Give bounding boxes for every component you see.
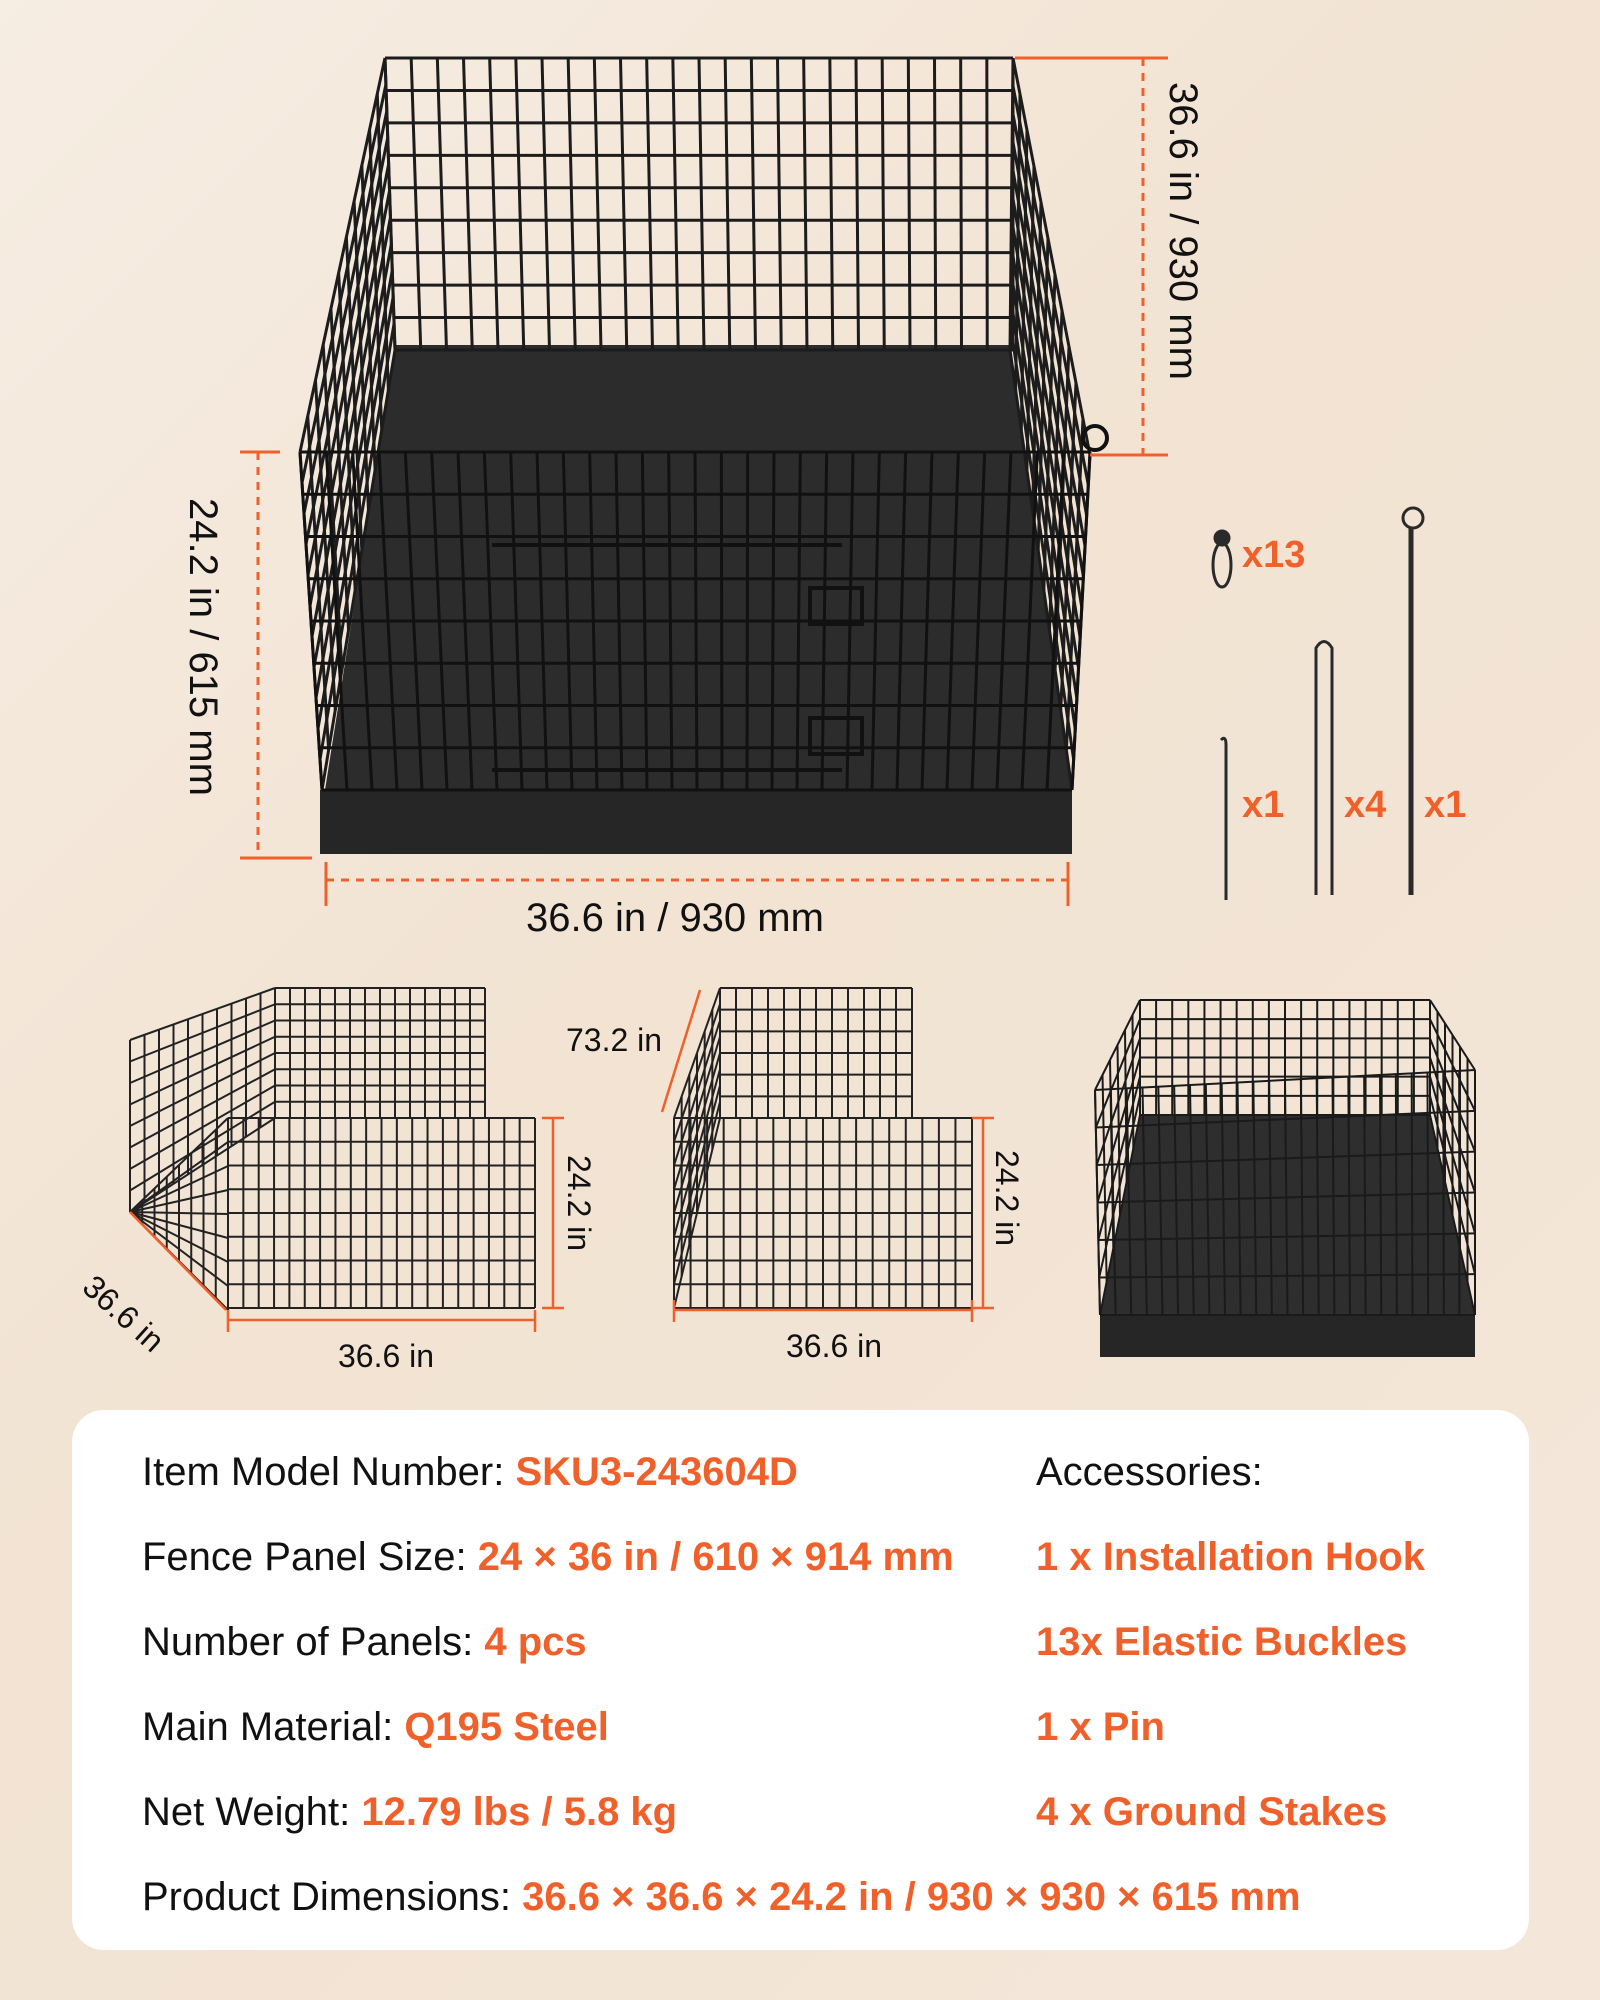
straight-width-label: 36.6 in — [786, 1328, 883, 1364]
spec-weight-value: 12.79 lbs / 5.8 kg — [361, 1790, 678, 1834]
accessory-item: 1 x Installation Hook — [1036, 1535, 1425, 1579]
straight-length-label: 73.2 in — [566, 1022, 663, 1058]
right-panel-wire — [1066, 419, 1083, 750]
spec-weight — [142, 1790, 677, 1835]
back-panel-wire — [725, 58, 730, 350]
spec-panel-size-label: Fence Panel Size: — [142, 1535, 478, 1579]
straight-config — [674, 988, 972, 1308]
accessories-heading: Accessories: — [1036, 1450, 1263, 1494]
back-panel-wire — [647, 58, 653, 350]
playpen-tray-front — [320, 790, 1072, 854]
back-panel-wire — [464, 58, 473, 350]
elastic-buckle-qty: x13 — [1242, 534, 1306, 576]
back-panel-wire — [856, 58, 859, 350]
back-panel-wire — [673, 58, 678, 350]
back-panel-wire — [751, 58, 755, 350]
back-panel-wire — [699, 58, 704, 350]
pin-qty: x1 — [1424, 784, 1467, 826]
back-panel-wire — [594, 58, 601, 350]
corner-width-label: 36.6 in — [338, 1338, 435, 1374]
back-panel-wire — [935, 58, 936, 350]
spec-material — [142, 1705, 609, 1750]
spec-dimensions — [142, 1875, 1301, 1920]
height-total-label: 36.6 in / 930 mm — [1161, 82, 1205, 380]
accessory-item: 13x Elastic Buckles — [1036, 1620, 1408, 1664]
pin-icon-loop — [1403, 508, 1423, 528]
back-panel-wire — [778, 58, 782, 350]
specs-card — [72, 1410, 1529, 1950]
right-panel-wire — [1061, 383, 1076, 710]
back-panel-wire — [804, 58, 807, 350]
height-panel-label: 24.2 in / 615 mm — [181, 498, 225, 796]
back-panel-grid — [385, 58, 1013, 350]
installation-hook-icon — [1221, 738, 1226, 900]
back-panel-wire — [516, 58, 524, 350]
back-panel-wire — [568, 58, 575, 350]
hook-qty: x1 — [1242, 784, 1285, 826]
small-playpen-tray-front — [1100, 1315, 1475, 1357]
accessory-item: 1 x Pin — [1036, 1705, 1165, 1749]
ground-stake-icon — [1316, 642, 1332, 896]
spec-dimensions-label: Product Dimensions: — [142, 1875, 523, 1919]
straight-height-label: 24.2 in — [989, 1150, 1025, 1247]
left-panel-wire — [339, 273, 356, 590]
corner-depth-label: 36.6 in — [75, 1268, 172, 1360]
spec-model — [142, 1450, 798, 1495]
left-panel-wire — [308, 416, 329, 750]
spec-panels-label: Number of Panels: — [142, 1620, 485, 1664]
back-panel-wire — [411, 58, 421, 350]
accessory-item: 4 x Ground Stakes — [1036, 1790, 1388, 1834]
spec-material-label: Main Material: — [142, 1705, 405, 1749]
width-label: 36.6 in / 930 mm — [526, 896, 824, 940]
spec-panel-size — [142, 1535, 954, 1580]
back-panel-wire — [908, 58, 910, 350]
corner-left-wire — [130, 1212, 228, 1214]
back-panel-wire — [490, 58, 498, 350]
back-panel-wire — [437, 58, 446, 350]
spec-weight-label: Net Weight: — [142, 1790, 362, 1834]
back-panel-wire — [621, 58, 627, 350]
spec-material-value: Q195 Steel — [404, 1705, 609, 1749]
spec-panels-value: 4 pcs — [484, 1620, 587, 1664]
spec-panels — [142, 1620, 587, 1665]
back-panel-wire — [542, 58, 550, 350]
corner-config — [130, 988, 535, 1310]
spec-panel-size-value: 24 × 36 in / 610 × 914 mm — [477, 1535, 954, 1579]
spec-model-value: SKU3-243604D — [515, 1450, 798, 1494]
spec-dimensions-value: 36.6 × 36.6 × 24.2 in / 930 × 930 × 615 mm — [522, 1875, 1301, 1919]
back-panel-wire — [882, 58, 884, 350]
configuration-illustrations — [0, 970, 1600, 1390]
back-panel-wire — [961, 58, 962, 350]
corner-height-label: 24.2 in — [561, 1155, 597, 1252]
straight-length-line — [662, 990, 700, 1112]
back-panel-wire — [830, 58, 833, 350]
ground-stake-qty: x4 — [1344, 784, 1387, 826]
elastic-buckle-bead — [1215, 531, 1229, 545]
spec-model-label: Item Model Number: — [142, 1450, 516, 1494]
elastic-buckle-icon — [1213, 543, 1231, 587]
